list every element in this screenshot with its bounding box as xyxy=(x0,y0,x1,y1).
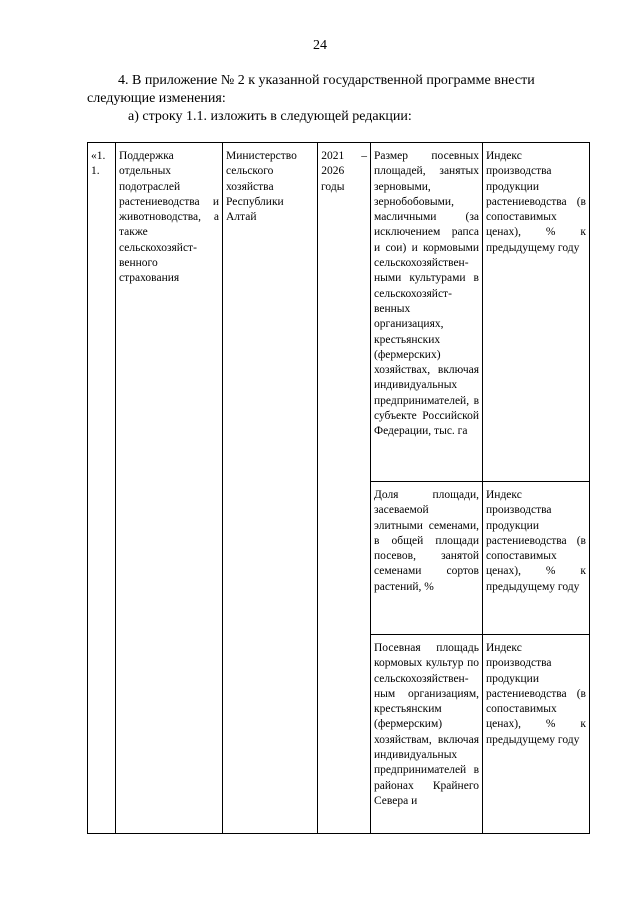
page-number: 24 xyxy=(313,38,327,53)
row-number-cell xyxy=(88,143,116,834)
measure-name-cell: Поддержка отдельных подотраслей растениеводства и животноводства, а также сельскохозяйст-венного страхования xyxy=(116,143,223,834)
years-word: годы xyxy=(321,180,345,193)
years-range xyxy=(321,149,344,195)
row-number-part-a: «1. xyxy=(91,150,106,162)
years-dash: – xyxy=(361,150,367,162)
years-end: 2026 xyxy=(321,165,345,178)
intro-paragraph-line1-continued: следующие изменения: xyxy=(87,91,226,106)
result-cell: Индекс производства продукции растениеводства (в сопоставимых ценах), % к предыдущему году xyxy=(483,482,590,635)
years-start: 2021 xyxy=(321,150,345,162)
program-table xyxy=(87,142,590,834)
result-cell: Индекс производства продукции растениеводства (в сопоставимых ценах), % к предыдущему году xyxy=(483,635,590,834)
intro-paragraph-line1: 4. В приложение № 2 к указанной государственной программе внести xyxy=(118,73,535,88)
row-number-part-b: 1. xyxy=(91,165,100,178)
table-row xyxy=(88,143,590,482)
ministry-cell: Министерство сельского хозяйства Республики Алтай xyxy=(223,143,318,834)
indicator-cell: Доля площади, засеваемой элитными семенами, в общей площади посевов, занятой семенами сортов растений, % xyxy=(371,482,483,635)
intro-paragraph-line2: а) строку 1.1. изложить в следующей редакции: xyxy=(128,109,412,124)
years-wrap xyxy=(321,149,367,195)
indicator-cell: Посевная площадь кормовых культур по сельскохозяйствен-ным организациям, крестьянским (фермерским) хозяйствам, включая индивидуальных предпринимателей в районах Крайнего Севера и xyxy=(371,635,483,834)
years-cell xyxy=(318,143,371,834)
result-cell: Индекс производства продукции растениеводства (в сопоставимых ценах), % к предыдущему году xyxy=(483,143,590,482)
indicator-cell: Размер посевных площадей, занятых зерновыми, зернобобовыми, масличными (за исключением рапса и сои) и кормовыми сельскохозяйствен-ными культурами в сельскохозяйст-венных организациях, крестьянских (фермерских) хозяйствах, включая индивидуальных предпринимателей, в субъекте Российской Федерации, тыс. га xyxy=(371,143,483,482)
